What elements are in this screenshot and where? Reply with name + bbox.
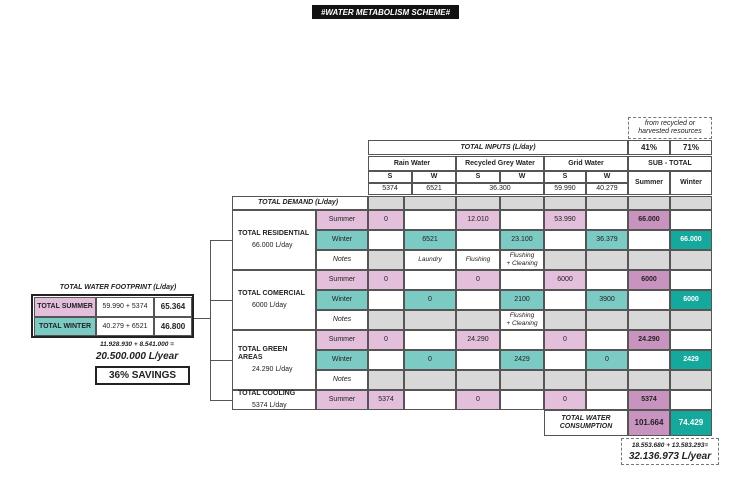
demand-header-cell <box>500 196 544 210</box>
group-name <box>232 270 316 330</box>
demand-header-cell <box>670 196 712 210</box>
demand-header-cell <box>628 196 670 210</box>
data-cell <box>544 290 586 310</box>
data-cell <box>586 330 628 350</box>
data-cell <box>670 270 712 290</box>
data-cell <box>586 370 628 390</box>
data-cell: 24.290 <box>628 330 670 350</box>
demand-header-cell <box>586 196 628 210</box>
data-cell: 53.990 <box>544 210 586 230</box>
source-s-label: S <box>368 171 412 183</box>
subtotal-winter: Winter <box>670 171 712 195</box>
data-cell <box>544 230 586 250</box>
data-cell: 0 <box>368 330 404 350</box>
row-label: Notes <box>316 370 368 390</box>
source-name: Grid Water <box>544 156 628 171</box>
source-s-label: S <box>456 171 500 183</box>
consumption-label: TOTAL WATER CONSUMPTION <box>544 410 628 436</box>
bracket-branch <box>210 240 232 241</box>
data-cell: 6000 <box>628 270 670 290</box>
data-cell <box>670 310 712 330</box>
data-cell <box>404 310 456 330</box>
pct-winter: 71% <box>670 140 712 155</box>
data-cell: 0 <box>544 390 586 410</box>
row-label: Winter <box>316 350 368 370</box>
group-title: TOTAL COOLING <box>238 390 296 397</box>
savings-box: 36% SAVINGS <box>95 366 190 385</box>
subtotal-summer: Summer <box>628 171 670 195</box>
data-cell: 0 <box>368 210 404 230</box>
data-cell: 2429 <box>670 350 712 370</box>
data-cell: 0 <box>586 350 628 370</box>
row-label: Summer <box>316 270 368 290</box>
source-w-label: W <box>586 171 628 183</box>
recycled-note: from recycled or harvested resources <box>628 117 712 139</box>
data-cell: 12.010 <box>456 210 500 230</box>
data-cell: 6521 <box>404 230 456 250</box>
demand-header-cell <box>368 196 404 210</box>
data-cell: Flushing <box>456 250 500 270</box>
data-cell <box>500 210 544 230</box>
group-title: TOTAL GREEN AREAS <box>238 346 288 361</box>
source-name: Rain Water <box>368 156 456 171</box>
data-cell <box>368 310 404 330</box>
data-cell <box>544 350 586 370</box>
consumption-dashed-box <box>621 438 719 465</box>
data-cell <box>670 330 712 350</box>
source-w-value: 40.279 <box>586 183 628 195</box>
summer-label: TOTAL SUMMER <box>34 297 96 317</box>
demand-header-cell <box>456 196 500 210</box>
data-cell <box>368 370 404 390</box>
winter-value: 46.800 <box>154 317 192 336</box>
group-title: TOTAL COMERCIAL <box>238 290 305 297</box>
bracket-branch <box>210 400 232 401</box>
data-cell: 3900 <box>586 290 628 310</box>
data-cell: 0 <box>456 270 500 290</box>
data-cell <box>500 390 544 410</box>
data-cell: 5374 <box>628 390 670 410</box>
demand-title: TOTAL DEMAND (L/day) <box>232 196 368 210</box>
row-label: Summer <box>316 330 368 350</box>
group-name <box>232 390 316 410</box>
data-cell: 66.000 <box>628 210 670 230</box>
data-cell <box>368 250 404 270</box>
consumption-summer: 101.664 <box>628 410 670 436</box>
data-cell <box>404 210 456 230</box>
source-name: Recycled Grey Water <box>456 156 544 171</box>
data-cell <box>544 250 586 270</box>
data-cell <box>670 250 712 270</box>
group-amount: 6000 L/day <box>252 302 287 309</box>
data-cell <box>628 370 670 390</box>
group-title: TOTAL RESIDENTIAL <box>238 230 310 237</box>
data-cell <box>670 390 712 410</box>
row-label: Summer <box>316 390 368 410</box>
data-cell <box>586 390 628 410</box>
data-cell <box>404 330 456 350</box>
bracket-branch <box>210 360 232 361</box>
data-cell <box>586 210 628 230</box>
consumption-formula: 18.553.680 + 13.583.293= <box>631 442 709 449</box>
row-label: Notes <box>316 250 368 270</box>
data-cell: 66.000 <box>670 230 712 250</box>
footprint-title: TOTAL WATER FOOTPRINT (L/day) <box>59 284 177 291</box>
source-s-label: S <box>544 171 586 183</box>
data-cell: 0 <box>368 270 404 290</box>
data-cell: 0 <box>544 330 586 350</box>
data-cell <box>404 370 456 390</box>
data-cell <box>456 230 500 250</box>
bracket-vertical <box>210 240 211 400</box>
source-w-value: 6521 <box>412 183 456 195</box>
data-cell <box>456 310 500 330</box>
data-cell <box>628 310 670 330</box>
winter-label: TOTAL WINTER <box>34 317 96 336</box>
data-cell <box>456 370 500 390</box>
group-name <box>232 210 316 270</box>
pct-summer: 41% <box>628 140 670 155</box>
demand-header-cell <box>544 196 586 210</box>
data-cell: 5374 <box>368 390 404 410</box>
group-name <box>232 330 316 390</box>
data-cell: 0 <box>456 390 500 410</box>
data-cell <box>670 210 712 230</box>
inputs-title: TOTAL INPUTS (L/day) <box>368 140 628 155</box>
data-cell <box>368 350 404 370</box>
data-cell <box>586 310 628 330</box>
row-label: Winter <box>316 230 368 250</box>
data-cell <box>404 390 456 410</box>
year-formula: 11.928.930 + 8.541.000 = <box>100 341 174 348</box>
data-cell <box>628 290 670 310</box>
data-cell: 2100 <box>500 290 544 310</box>
data-cell <box>628 230 670 250</box>
data-cell <box>500 370 544 390</box>
summer-value: 65.364 <box>154 297 192 317</box>
data-cell <box>368 290 404 310</box>
subtotal-title: SUB - TOTAL <box>628 156 712 171</box>
data-cell <box>628 250 670 270</box>
demand-header-cell <box>404 196 456 210</box>
footprint-connector <box>194 318 210 319</box>
data-cell: 6000 <box>544 270 586 290</box>
row-label: Notes <box>316 310 368 330</box>
data-cell: Laundry <box>404 250 456 270</box>
data-cell: 36.379 <box>586 230 628 250</box>
source-w-label: W <box>412 171 456 183</box>
data-cell <box>500 270 544 290</box>
year-value: 20.500.000 L/year <box>95 351 179 362</box>
data-cell <box>628 350 670 370</box>
data-cell <box>544 310 586 330</box>
data-cell <box>500 330 544 350</box>
data-cell <box>670 370 712 390</box>
data-cell <box>586 250 628 270</box>
data-cell <box>544 370 586 390</box>
source-s-value: 5374 <box>368 183 412 195</box>
data-cell: 2429 <box>500 350 544 370</box>
source-total-value: 36.300 <box>456 183 544 195</box>
data-cell <box>368 230 404 250</box>
winter-formula: 40.279 + 6521 <box>96 317 154 336</box>
bracket-branch <box>210 300 232 301</box>
data-cell: 0 <box>404 290 456 310</box>
data-cell <box>404 270 456 290</box>
data-cell <box>586 270 628 290</box>
row-label: Summer <box>316 210 368 230</box>
data-cell: 24.290 <box>456 330 500 350</box>
page-title: #WATER METABOLISM SCHEME# <box>312 5 459 19</box>
data-cell <box>456 350 500 370</box>
group-amount: 5374 L/day <box>252 402 287 409</box>
data-cell: Flushing + Cleaning <box>500 310 544 330</box>
group-amount: 24.290 L/day <box>252 366 293 373</box>
data-cell: 0 <box>404 350 456 370</box>
consumption-year: 32.136.973 L/year <box>628 451 712 462</box>
row-label: Winter <box>316 290 368 310</box>
data-cell: Flushing + Cleaning <box>500 250 544 270</box>
data-cell: 6000 <box>670 290 712 310</box>
group-amount: 66.000 L/day <box>252 242 293 249</box>
source-s-value: 59.990 <box>544 183 586 195</box>
consumption-winter: 74.429 <box>670 410 712 436</box>
data-cell <box>456 290 500 310</box>
source-w-label: W <box>500 171 544 183</box>
data-cell: 23.100 <box>500 230 544 250</box>
summer-formula: 59.990 + 5374 <box>96 297 154 317</box>
